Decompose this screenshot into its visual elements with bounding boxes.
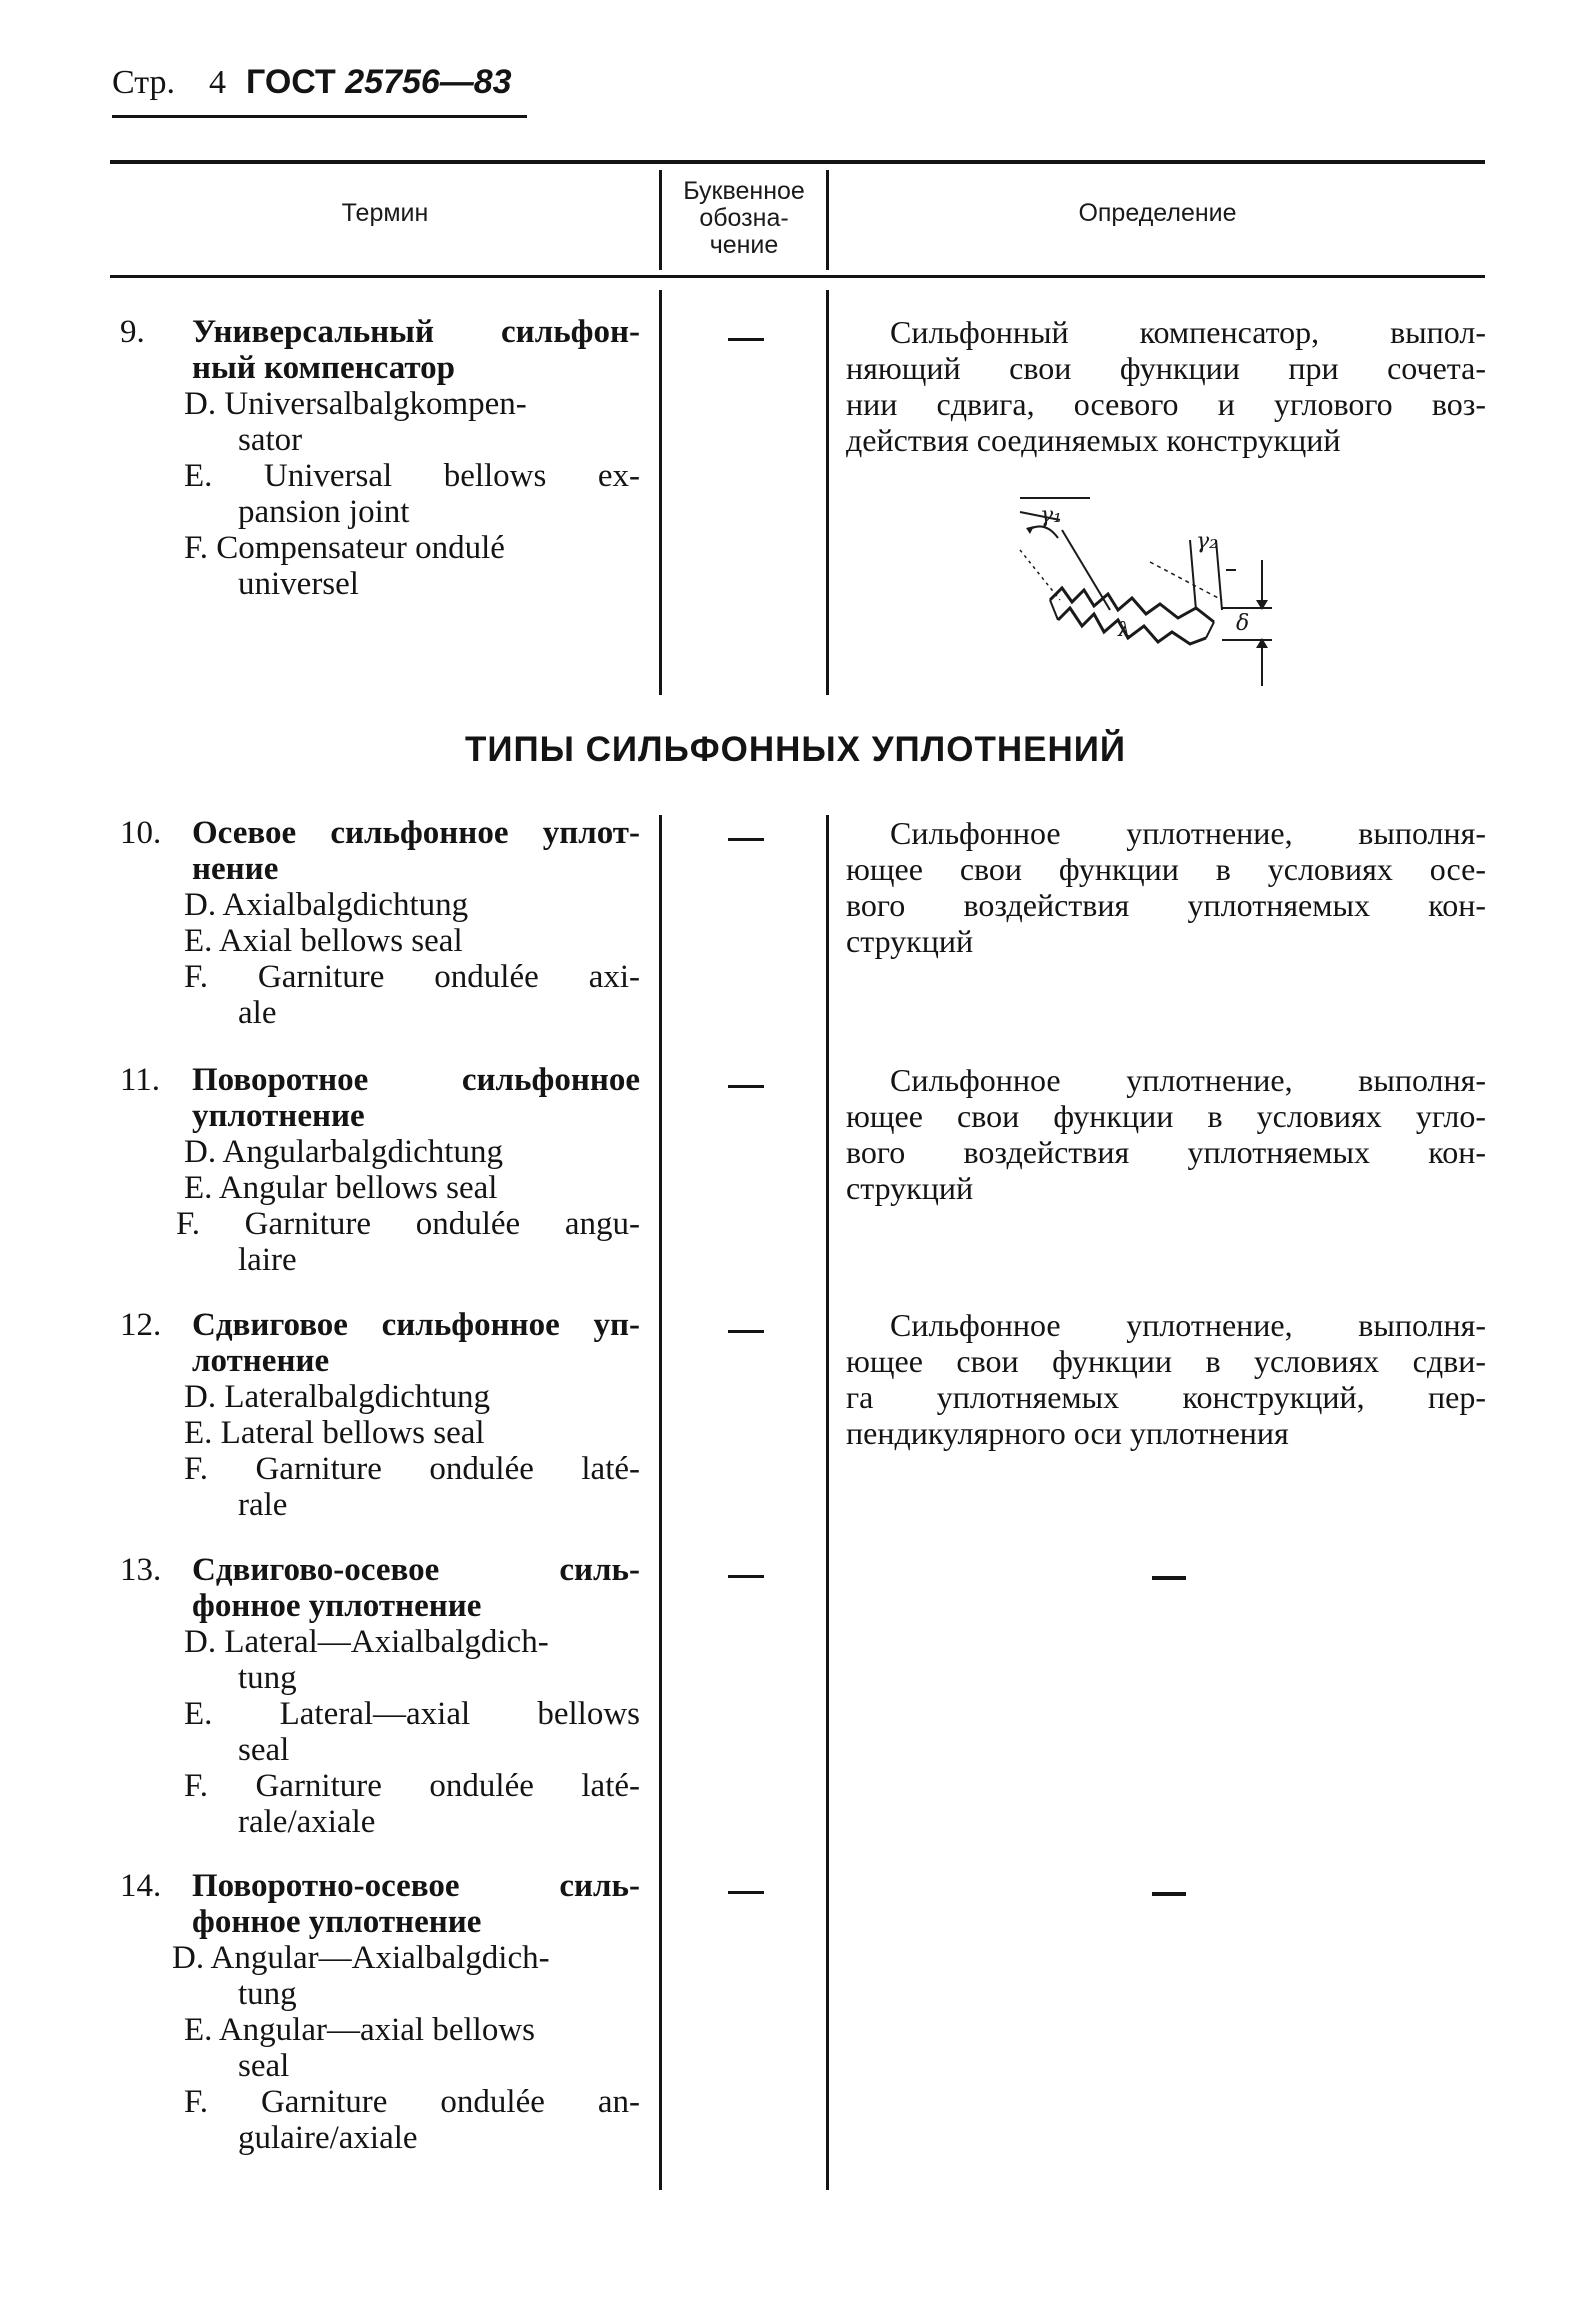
definition-9 xyxy=(846,314,1486,458)
column-divider xyxy=(659,815,662,2190)
definition-line: ющее свои функции в условиях угло- xyxy=(846,1098,1486,1134)
term-number: 9. xyxy=(120,314,145,350)
definition-line: га уплотняемых конструкций, пер- xyxy=(846,1379,1486,1415)
lambda-label: λ xyxy=(1118,617,1131,641)
term-fr-cont: universel xyxy=(238,566,359,602)
standard-number: 25756—83 xyxy=(345,63,512,101)
definition-11 xyxy=(846,1062,1486,1206)
definition-14 xyxy=(1146,1872,1178,1909)
symbol-dash xyxy=(728,1891,764,1894)
definition-10 xyxy=(846,815,1486,959)
term-en: E. Universal bellows ex- xyxy=(184,458,640,494)
term-de: D. Universalbalgkompen- xyxy=(184,386,527,422)
term-de-cont: sator xyxy=(238,422,303,458)
term-number: 11. xyxy=(120,1062,161,1098)
term-ru-line: 12. Сдвиговое сильфонное уп- xyxy=(120,1307,640,1343)
term-en-cont: seal xyxy=(238,2048,290,2084)
term-fr: F. Garniture ondulée angu- xyxy=(176,1206,640,1242)
term-number: 14. xyxy=(120,1868,162,1904)
term-fr: F. Garniture ondulée laté- xyxy=(184,1768,640,1804)
term-entry-13 xyxy=(120,1552,640,1840)
term-de: D. Angularbalgdichtung xyxy=(184,1134,503,1170)
term-ru-line: 11. Поворотное сильфонное xyxy=(120,1062,640,1098)
page-header xyxy=(112,62,512,103)
definition-line: ющее свои функции в условиях осе- xyxy=(846,851,1486,887)
definition-line: Сильфонное уплотнение, выполня- xyxy=(890,1062,1486,1098)
term-entry-14 xyxy=(120,1868,640,2156)
column-header-symbol xyxy=(664,178,824,259)
standard-prefix: ГОСТ xyxy=(246,63,336,101)
term-fr-cont: gulaire/axiale xyxy=(238,2120,418,2156)
column-header-definition: Определение xyxy=(1078,199,1237,227)
column-header-term: Термин xyxy=(341,199,429,227)
term-number: 13. xyxy=(120,1552,162,1588)
definition-13 xyxy=(1146,1556,1178,1593)
definition-line: Сильфонное уплотнение, выполня- xyxy=(890,815,1486,851)
term-de: D. Lateralbalgdichtung xyxy=(184,1379,491,1415)
term-en: E. Axial bellows seal xyxy=(184,923,463,959)
symbol-dash xyxy=(728,1330,764,1333)
column-divider xyxy=(659,170,662,270)
table-header-rule xyxy=(110,275,1485,278)
delta-label: δ xyxy=(1236,611,1250,636)
term-de: D. Angular—Axialbalgdich- xyxy=(172,1940,550,1976)
term-ru-line: уплотнение xyxy=(192,1098,365,1134)
term-fr: F. Compensateur ondulé xyxy=(184,530,505,566)
term-en: E. Angular bellows seal xyxy=(184,1170,498,1206)
term-entry-11 xyxy=(120,1062,640,1278)
term-entry-10 xyxy=(120,815,640,1031)
term-ru-line: 13. Сдвигово-осевое силь- xyxy=(120,1552,640,1588)
term-ru-line: лотнение xyxy=(192,1343,330,1379)
term-number: 10. xyxy=(120,815,162,851)
term-ru-line: фонное уплотнение xyxy=(192,1904,482,1940)
term-en-cont: pansion joint xyxy=(238,494,410,530)
definition-line: Сильфонное уплотнение, выполня- xyxy=(890,1307,1486,1343)
symbol-dash xyxy=(728,338,764,341)
standard-designation xyxy=(246,63,512,101)
symbol-dash xyxy=(728,1575,764,1578)
term-fr-cont: laire xyxy=(238,1242,297,1278)
term-ru-line: ный компенсатор xyxy=(192,350,455,386)
symbol-header-line3: чение xyxy=(709,231,779,259)
header-underline xyxy=(112,115,527,118)
term-fr: F. Garniture ondulée laté- xyxy=(184,1451,640,1487)
gamma2-label: γ₂ xyxy=(1196,529,1218,554)
definition-line: Сильфонный компенсатор, выпол- xyxy=(890,314,1486,350)
term-en: E. Lateral bellows seal xyxy=(184,1415,485,1451)
term-ru-line: нение xyxy=(192,851,279,887)
definition-line: вого воздействия уплотняемых кон- xyxy=(846,887,1486,923)
term-fr-cont: rale/axiale xyxy=(238,1804,376,1840)
table-top-rule xyxy=(110,160,1485,164)
term-de-cont: tung xyxy=(238,1976,297,2012)
bellows-diagram xyxy=(1000,490,1280,690)
term-ru-line: 14. Поворотно-осевое силь- xyxy=(120,1868,640,1904)
symbol-dash xyxy=(728,1085,764,1088)
symbol-dash xyxy=(728,838,764,841)
term-en-cont: seal xyxy=(238,1732,290,1768)
definition-line: няющий свои функции при сочета- xyxy=(846,350,1486,386)
term-number: 12. xyxy=(120,1307,162,1343)
definition-line: действия соединяемых конструкций xyxy=(846,422,1341,458)
definition-line: пендикулярного оси уплотнения xyxy=(846,1415,1289,1451)
symbol-header-line1: Буквенное xyxy=(683,177,805,205)
column-divider xyxy=(826,815,829,2190)
definition-line: струкций xyxy=(846,1170,974,1206)
page-label: Стр. xyxy=(112,64,176,101)
column-divider xyxy=(826,170,829,270)
term-ru-line: 9. Универсальный сильфон- xyxy=(120,314,640,350)
term-fr: F. Garniture ondulée axi- xyxy=(184,959,640,995)
page-number: 4 xyxy=(209,64,227,101)
term-ru-line: 10. Осевое сильфонное уплот- xyxy=(120,815,640,851)
term-fr-cont: ale xyxy=(238,995,277,1031)
term-entry-12 xyxy=(120,1307,640,1523)
term-en: E. Angular—axial bellows xyxy=(184,2012,536,2048)
term-de-cont: tung xyxy=(238,1660,297,1696)
column-divider xyxy=(826,290,829,695)
term-en: E. Lateral—axial bellows xyxy=(184,1696,640,1732)
definition-line: ющее свои функции в условиях сдви- xyxy=(846,1343,1486,1379)
definition-line: нии сдвига, осевого и углового воз- xyxy=(846,386,1486,422)
term-de: D. Lateral—Axialbalgdich- xyxy=(184,1624,549,1660)
symbol-header-line2: обозна- xyxy=(699,204,789,232)
definition-12 xyxy=(846,1307,1486,1451)
definition-line: струкций xyxy=(846,923,974,959)
term-de: D. Axialbalgdichtung xyxy=(184,887,469,923)
term-entry-9 xyxy=(120,314,640,602)
column-divider xyxy=(659,290,662,695)
term-fr: F. Garniture ondulée an- xyxy=(184,2084,640,2120)
definition-line: вого воздействия уплотняемых кон- xyxy=(846,1134,1486,1170)
gamma1-label: γ₁ xyxy=(1040,503,1062,528)
term-fr-cont: rale xyxy=(238,1487,288,1523)
term-ru-line: фонное уплотнение xyxy=(192,1588,482,1624)
section-title: ТИПЫ СИЛЬФОННЫХ УПЛОТНЕНИЙ xyxy=(464,730,1127,769)
